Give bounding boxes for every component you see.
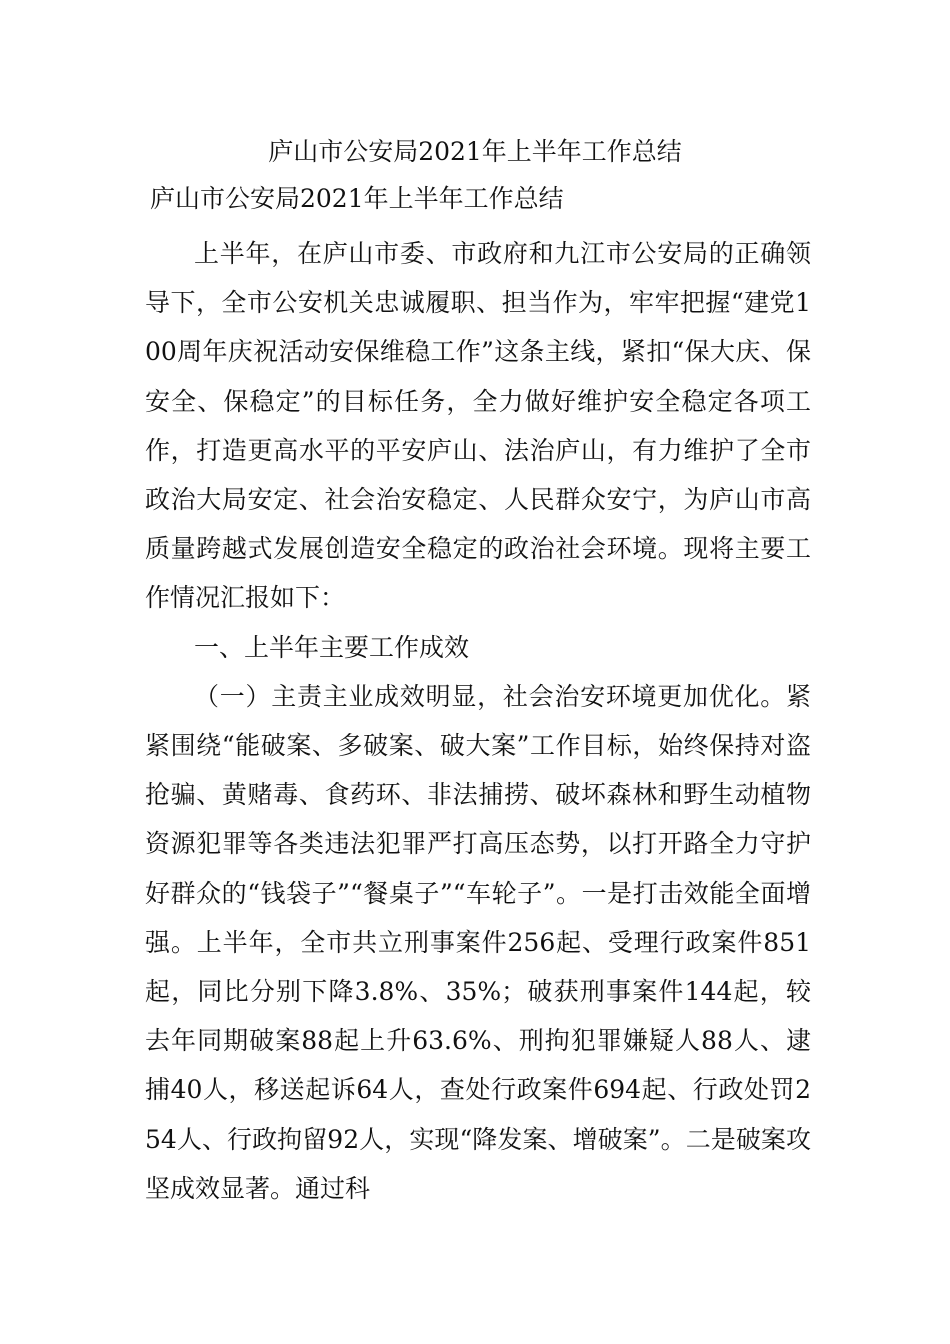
paragraph-intro: 上半年，在庐山市委、市政府和九江市公安局的正确领导下，全市公安机关忠诚履职、担当作为，牢牢把握“建党100周年庆祝活动安保维稳工作”这条主线，紧扣“保大庆、保安全、保稳定”的目标任务，全力做好维护安全稳定各项工作，打造更高水平的平安庐山、法治庐山，有力维护了全市政治大局安定、社会治安稳定、人民群众安宁，为庐山市高质量跨越式发展创造安全稳定的政治社会环境。现将主要工作情况汇报如下： <box>145 239 811 613</box>
paragraph-achievements: （一）主责主业成效明显，社会治安环境更加优化。紧紧围绕“能破案、多破案、破大案”工作目标，始终保持对盗抢骗、黄赌毒、食药环、非法捕捞、破坏森林和野生动植物资源犯罪等各类违法犯罪严打高压态势，以打开路全力守护好群众的“钱袋子”“餐桌子”“车轮子”。一是打击效能全面增强。上半年，全市共立刑事案件256起、受理行政案件851起，同比分别下降3.8%、35%；破获刑事案件144起，较去年同期破案88起上升63.6%、刑拘犯罪嫌疑人88人、逮捕40人，移送起诉64人，查处行政案件694起、行政处罚254人、行政拘留92人，实现“降发案、增破案”。二是破案攻坚成效显著。通过科 <box>145 681 811 1203</box>
section-heading: 一、上半年主要工作成效 <box>194 632 470 662</box>
document-title: 庐山市公安局2021年上半年工作总结 <box>268 137 682 166</box>
document-body <box>145 229 811 1213</box>
document-subtitle: 庐山市公安局2021年上半年工作总结 <box>150 184 564 213</box>
